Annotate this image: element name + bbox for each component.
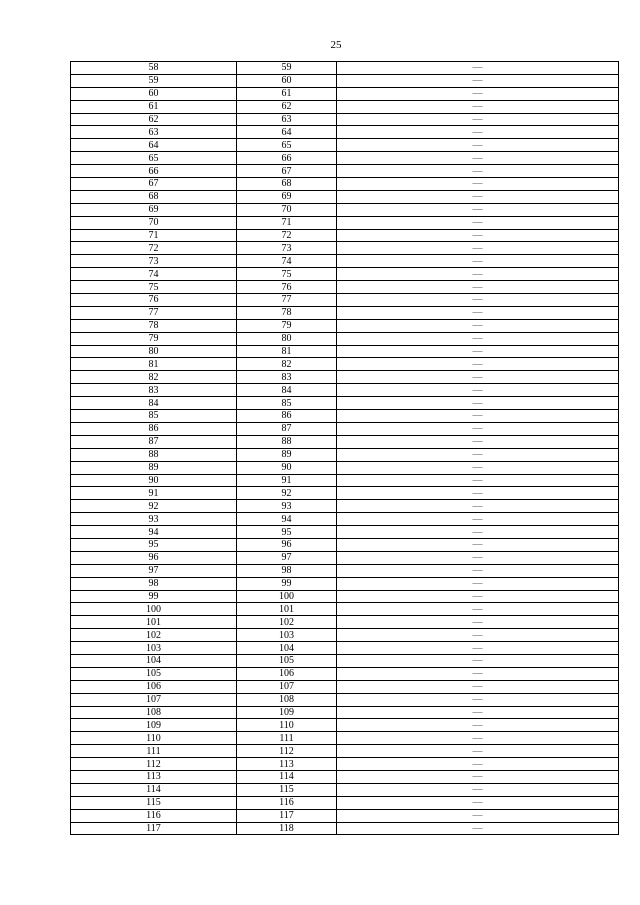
table-cell-col-3: —: [337, 564, 619, 577]
table-cell-col-2: 102: [237, 616, 337, 629]
table-row: [71, 306, 619, 319]
table-row: [71, 165, 619, 178]
table-cell-col-2: 108: [237, 693, 337, 706]
table-row: [71, 281, 619, 294]
table-row: [71, 242, 619, 255]
table-cell-col-3: —: [337, 603, 619, 616]
table-cell-col-2: 117: [237, 809, 337, 822]
table-cell-col-2: 99: [237, 577, 337, 590]
table-cell-col-2: 79: [237, 319, 337, 332]
table-cell-col-1: 115: [71, 796, 237, 809]
table-cell-col-2: 59: [237, 62, 337, 75]
table-cell-col-3: —: [337, 680, 619, 693]
table-row: [71, 783, 619, 796]
table-cell-col-2: 91: [237, 474, 337, 487]
table-row: [71, 268, 619, 281]
table-row: [71, 100, 619, 113]
table-cell-col-2: 112: [237, 745, 337, 758]
table-cell-col-1: 63: [71, 126, 237, 139]
table-cell-col-3: —: [337, 268, 619, 281]
table-cell-col-1: 110: [71, 732, 237, 745]
table-cell-col-1: 82: [71, 371, 237, 384]
table-cell-col-1: 64: [71, 139, 237, 152]
table-cell-col-2: 68: [237, 178, 337, 191]
table-cell-col-3: —: [337, 654, 619, 667]
table-cell-col-1: 109: [71, 719, 237, 732]
table-cell-col-1: 69: [71, 203, 237, 216]
table-cell-col-1: 77: [71, 306, 237, 319]
table-cell-col-1: 73: [71, 255, 237, 268]
table-cell-col-1: 99: [71, 590, 237, 603]
table-cell-col-3: —: [337, 397, 619, 410]
table-row: [71, 384, 619, 397]
table-row: [71, 538, 619, 551]
table-cell-col-3: —: [337, 745, 619, 758]
table-row: [71, 500, 619, 513]
table-cell-col-3: —: [337, 435, 619, 448]
table-cell-col-1: 113: [71, 770, 237, 783]
table-cell-col-3: —: [337, 255, 619, 268]
table-cell-col-1: 85: [71, 410, 237, 423]
table-row: [71, 461, 619, 474]
table-cell-col-3: —: [337, 783, 619, 796]
table-row: [71, 693, 619, 706]
table-cell-col-3: —: [337, 629, 619, 642]
table-row: [71, 474, 619, 487]
table-cell-col-2: 73: [237, 242, 337, 255]
page-number: 25: [330, 39, 342, 51]
table-cell-col-1: 79: [71, 332, 237, 345]
table-cell-col-1: 81: [71, 358, 237, 371]
table-cell-col-2: 92: [237, 487, 337, 500]
table-cell-col-2: 100: [237, 590, 337, 603]
table-cell-col-1: 111: [71, 745, 237, 758]
table-row: [71, 551, 619, 564]
table-cell-col-2: 81: [237, 345, 337, 358]
table-cell-col-2: 93: [237, 500, 337, 513]
table-row: [71, 770, 619, 783]
table-row: [71, 332, 619, 345]
table-row: [71, 796, 619, 809]
table-cell-col-1: 95: [71, 538, 237, 551]
table-cell-col-2: 101: [237, 603, 337, 616]
table-row: [71, 732, 619, 745]
table-cell-col-3: —: [337, 667, 619, 680]
table-cell-col-3: —: [337, 487, 619, 500]
table-cell-col-3: —: [337, 100, 619, 113]
table-cell-col-2: 97: [237, 551, 337, 564]
table-cell-col-1: 59: [71, 74, 237, 87]
table-row: [71, 616, 619, 629]
table-row: [71, 654, 619, 667]
table-cell-col-2: 80: [237, 332, 337, 345]
table-cell-col-3: —: [337, 719, 619, 732]
table-cell-col-2: 66: [237, 152, 337, 165]
table-body: [71, 62, 619, 835]
table-cell-col-1: 98: [71, 577, 237, 590]
table-cell-col-2: 78: [237, 306, 337, 319]
table-row: [71, 345, 619, 358]
table-cell-col-1: 84: [71, 397, 237, 410]
table-cell-col-2: 105: [237, 654, 337, 667]
table-row: [71, 126, 619, 139]
table-cell-col-1: 68: [71, 190, 237, 203]
table-cell-col-1: 62: [71, 113, 237, 126]
table-cell-col-2: 118: [237, 822, 337, 835]
table-row: [71, 216, 619, 229]
table-cell-col-3: —: [337, 358, 619, 371]
table-row: [71, 590, 619, 603]
table-cell-col-2: 87: [237, 422, 337, 435]
table-cell-col-2: 109: [237, 706, 337, 719]
table-cell-col-2: 115: [237, 783, 337, 796]
table-cell-col-1: 90: [71, 474, 237, 487]
table-cell-col-3: —: [337, 384, 619, 397]
table-cell-col-2: 76: [237, 281, 337, 294]
table-row: [71, 719, 619, 732]
table-row: [71, 74, 619, 87]
table-row: [71, 371, 619, 384]
table-cell-col-2: 90: [237, 461, 337, 474]
table-cell-col-2: 111: [237, 732, 337, 745]
table-row: [71, 229, 619, 242]
table-cell-col-3: —: [337, 616, 619, 629]
table-row: [71, 822, 619, 835]
table-cell-col-3: —: [337, 461, 619, 474]
table-cell-col-1: 61: [71, 100, 237, 113]
table-cell-col-1: 70: [71, 216, 237, 229]
table-cell-col-2: 95: [237, 526, 337, 539]
table-cell-col-2: 83: [237, 371, 337, 384]
table-cell-col-2: 114: [237, 770, 337, 783]
table-cell-col-3: —: [337, 294, 619, 307]
table-cell-col-3: —: [337, 281, 619, 294]
table-cell-col-1: 72: [71, 242, 237, 255]
table-cell-col-1: 76: [71, 294, 237, 307]
table-cell-col-3: —: [337, 577, 619, 590]
table-row: [71, 526, 619, 539]
table-cell-col-3: —: [337, 770, 619, 783]
table-cell-col-2: 86: [237, 410, 337, 423]
table-cell-col-3: —: [337, 448, 619, 461]
table-cell-col-1: 86: [71, 422, 237, 435]
table-row: [71, 758, 619, 771]
table-cell-col-3: —: [337, 732, 619, 745]
table-cell-col-1: 106: [71, 680, 237, 693]
table-cell-col-3: —: [337, 332, 619, 345]
table-cell-col-1: 88: [71, 448, 237, 461]
table-cell-col-2: 65: [237, 139, 337, 152]
table-cell-col-2: 72: [237, 229, 337, 242]
table-cell-col-1: 112: [71, 758, 237, 771]
table-cell-col-1: 107: [71, 693, 237, 706]
table-cell-col-2: 70: [237, 203, 337, 216]
table-cell-col-1: 104: [71, 654, 237, 667]
table-cell-col-1: 105: [71, 667, 237, 680]
table-row: [71, 577, 619, 590]
table-cell-col-3: —: [337, 513, 619, 526]
table-row: [71, 629, 619, 642]
table-cell-col-3: —: [337, 319, 619, 332]
table-cell-col-3: —: [337, 306, 619, 319]
table-cell-col-3: —: [337, 474, 619, 487]
table-cell-col-1: 96: [71, 551, 237, 564]
table-cell-col-2: 107: [237, 680, 337, 693]
table-cell-col-1: 58: [71, 62, 237, 75]
table-row: [71, 603, 619, 616]
table-row: [71, 706, 619, 719]
table-cell-col-3: —: [337, 74, 619, 87]
table-cell-col-1: 114: [71, 783, 237, 796]
table-row: [71, 358, 619, 371]
table-cell-col-2: 103: [237, 629, 337, 642]
data-table: [70, 61, 619, 835]
table-cell-col-1: 83: [71, 384, 237, 397]
table-row: [71, 642, 619, 655]
table-cell-col-3: —: [337, 190, 619, 203]
table-cell-col-3: —: [337, 229, 619, 242]
table-row: [71, 487, 619, 500]
table-cell-col-1: 66: [71, 165, 237, 178]
table-cell-col-1: 100: [71, 603, 237, 616]
table-row: [71, 422, 619, 435]
table-cell-col-3: —: [337, 165, 619, 178]
table-cell-col-3: —: [337, 345, 619, 358]
table-row: [71, 255, 619, 268]
table-cell-col-1: 75: [71, 281, 237, 294]
table-row: [71, 178, 619, 191]
table-cell-col-2: 71: [237, 216, 337, 229]
table-row: [71, 139, 619, 152]
table-cell-col-2: 61: [237, 87, 337, 100]
table-cell-col-2: 116: [237, 796, 337, 809]
table-cell-col-2: 89: [237, 448, 337, 461]
table-cell-col-3: —: [337, 796, 619, 809]
table-cell-col-1: 89: [71, 461, 237, 474]
table-row: [71, 667, 619, 680]
table-cell-col-3: —: [337, 822, 619, 835]
table-row: [71, 190, 619, 203]
table-cell-col-1: 65: [71, 152, 237, 165]
table-row: [71, 152, 619, 165]
table-cell-col-2: 88: [237, 435, 337, 448]
table-cell-col-2: 69: [237, 190, 337, 203]
table-cell-col-3: —: [337, 242, 619, 255]
table-cell-col-2: 67: [237, 165, 337, 178]
table-cell-col-1: 103: [71, 642, 237, 655]
table-cell-col-2: 82: [237, 358, 337, 371]
table-row: [71, 809, 619, 822]
table-row: [71, 410, 619, 423]
table-cell-col-1: 108: [71, 706, 237, 719]
table-row: [71, 448, 619, 461]
table-cell-col-2: 77: [237, 294, 337, 307]
table-cell-col-3: —: [337, 113, 619, 126]
table-row: [71, 294, 619, 307]
table-cell-col-3: —: [337, 203, 619, 216]
table-cell-col-3: —: [337, 500, 619, 513]
table-cell-col-2: 110: [237, 719, 337, 732]
table-cell-col-2: 104: [237, 642, 337, 655]
table-cell-col-1: 116: [71, 809, 237, 822]
table-cell-col-2: 63: [237, 113, 337, 126]
table-cell-col-3: —: [337, 152, 619, 165]
table-cell-col-3: —: [337, 87, 619, 100]
table-cell-col-3: —: [337, 758, 619, 771]
table-cell-col-1: 93: [71, 513, 237, 526]
table-cell-col-2: 106: [237, 667, 337, 680]
table-cell-col-3: —: [337, 693, 619, 706]
table-cell-col-2: 75: [237, 268, 337, 281]
table-cell-col-2: 85: [237, 397, 337, 410]
table-cell-col-1: 80: [71, 345, 237, 358]
table-cell-col-3: —: [337, 538, 619, 551]
table-cell-col-3: —: [337, 526, 619, 539]
table-row: [71, 680, 619, 693]
table-cell-col-1: 78: [71, 319, 237, 332]
table-cell-col-1: 67: [71, 178, 237, 191]
table-row: [71, 319, 619, 332]
table-cell-col-3: —: [337, 62, 619, 75]
table-cell-col-2: 74: [237, 255, 337, 268]
table-cell-col-1: 102: [71, 629, 237, 642]
table-row: [71, 62, 619, 75]
table-cell-col-1: 117: [71, 822, 237, 835]
table-cell-col-2: 60: [237, 74, 337, 87]
table-cell-col-1: 94: [71, 526, 237, 539]
table-cell-col-2: 64: [237, 126, 337, 139]
table-cell-col-2: 96: [237, 538, 337, 551]
table-row: [71, 113, 619, 126]
table-row: [71, 513, 619, 526]
table-cell-col-1: 60: [71, 87, 237, 100]
table-cell-col-1: 91: [71, 487, 237, 500]
table-row: [71, 203, 619, 216]
table-cell-col-3: —: [337, 371, 619, 384]
table-cell-col-3: —: [337, 706, 619, 719]
table-cell-col-2: 94: [237, 513, 337, 526]
table-cell-col-3: —: [337, 590, 619, 603]
table-row: [71, 745, 619, 758]
table-cell-col-2: 113: [237, 758, 337, 771]
table-cell-col-3: —: [337, 410, 619, 423]
table-cell-col-1: 87: [71, 435, 237, 448]
table-cell-col-1: 74: [71, 268, 237, 281]
table-cell-col-1: 71: [71, 229, 237, 242]
table-cell-col-1: 101: [71, 616, 237, 629]
table-cell-col-3: —: [337, 216, 619, 229]
table-row: [71, 397, 619, 410]
table-cell-col-3: —: [337, 642, 619, 655]
table-row: [71, 435, 619, 448]
table-row: [71, 564, 619, 577]
table-cell-col-1: 92: [71, 500, 237, 513]
table-cell-col-3: —: [337, 139, 619, 152]
table-cell-col-3: —: [337, 809, 619, 822]
table-cell-col-2: 62: [237, 100, 337, 113]
table-cell-col-2: 84: [237, 384, 337, 397]
table-cell-col-2: 98: [237, 564, 337, 577]
table-cell-col-1: 97: [71, 564, 237, 577]
table-row: [71, 87, 619, 100]
table-cell-col-3: —: [337, 126, 619, 139]
table-cell-col-3: —: [337, 551, 619, 564]
table-cell-col-3: —: [337, 422, 619, 435]
table-cell-col-3: —: [337, 178, 619, 191]
